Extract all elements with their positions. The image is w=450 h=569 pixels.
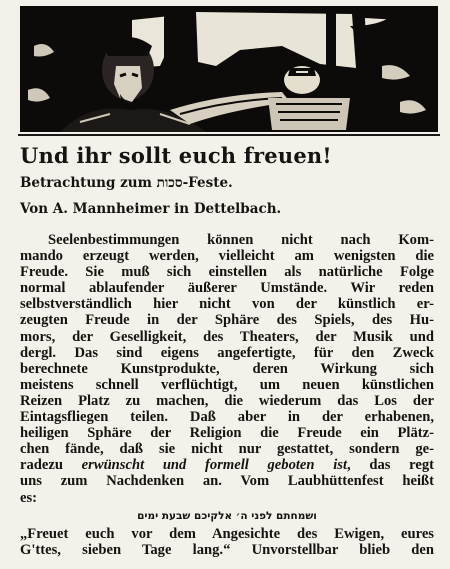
- article-body: [20, 232, 434, 506]
- body-line: zeugten Freude in der Sphäre des Spiels, des Hu-: [20, 312, 434, 329]
- article-subtitle: [20, 175, 233, 191]
- quote-line: G'ttes, sieben Tage lang.“ Unvorstellbar blieb den: [20, 542, 434, 559]
- subtitle-prefix: Betrachtung zum: [20, 175, 157, 191]
- body-line: heiligen Sphäre der Religion die Freude ein Plätz-: [20, 425, 434, 442]
- quote-line: „Freuet euch vor dem Angesichte des Ewigen, eures: [20, 526, 434, 542]
- body-line: Eintagsfliegen teilen. Daß aber in der erhabenen,: [20, 409, 434, 426]
- body-line: Freude. Sie muß sich einstellen als natürliche Folge: [20, 264, 434, 281]
- body-line: Reizen Platz zu machen, die wiederum das Los der: [20, 392, 434, 409]
- body-line-emphasis: [20, 457, 434, 473]
- body-line: es:: [20, 489, 38, 506]
- body-line-start: radezu: [20, 457, 82, 474]
- body-line-end: , das regt: [347, 457, 434, 474]
- body-line: Seelenbestimmungen können nicht nach Kom-: [48, 232, 434, 248]
- subtitle-hebrew: סכות: [156, 175, 183, 191]
- hebrew-verse: ושמחתם לפני ה׳ אלקיכם שבעת ימים: [137, 510, 317, 522]
- body-line: dergl. Das sind eigens angefertigte, für den Zweck: [20, 344, 434, 361]
- body-line: meistens schnell verflüchtigt, um neuen künstlichen: [20, 376, 434, 393]
- body-line: selbstverständlich hier nicht von der künstlich er-: [20, 296, 434, 313]
- top-rule: [18, 134, 440, 136]
- woodcut-illustration: [20, 6, 438, 132]
- quote-translation: [20, 526, 434, 558]
- body-line: mors, der Geselligkeit, des Theaters, der Musik und: [20, 328, 434, 345]
- body-line: uns zum Nachdenken an. Vom Laubhüttenfest heißt: [20, 473, 434, 490]
- body-line: berechnete Kunstprodukte, deren Wirkung sich: [20, 360, 434, 377]
- article-title: Und ihr sollt euch freuen!: [20, 143, 332, 168]
- woodcut-artwork: [20, 6, 438, 132]
- body-line: mando erzeugt werden, vielleicht am wenigsten die: [20, 248, 434, 265]
- body-line: normal ablaufender äußerer Umstände. Wir reden: [20, 280, 434, 297]
- article-byline: Von A. Mannheimer in Dettelbach.: [20, 201, 282, 217]
- subtitle-suffix: -Feste.: [182, 175, 233, 191]
- emphasized-phrase: erwünscht und formell geboten ist: [81, 457, 348, 474]
- body-line: chen fände, daß sie nicht nur gestattet, sondern ge-: [20, 441, 434, 458]
